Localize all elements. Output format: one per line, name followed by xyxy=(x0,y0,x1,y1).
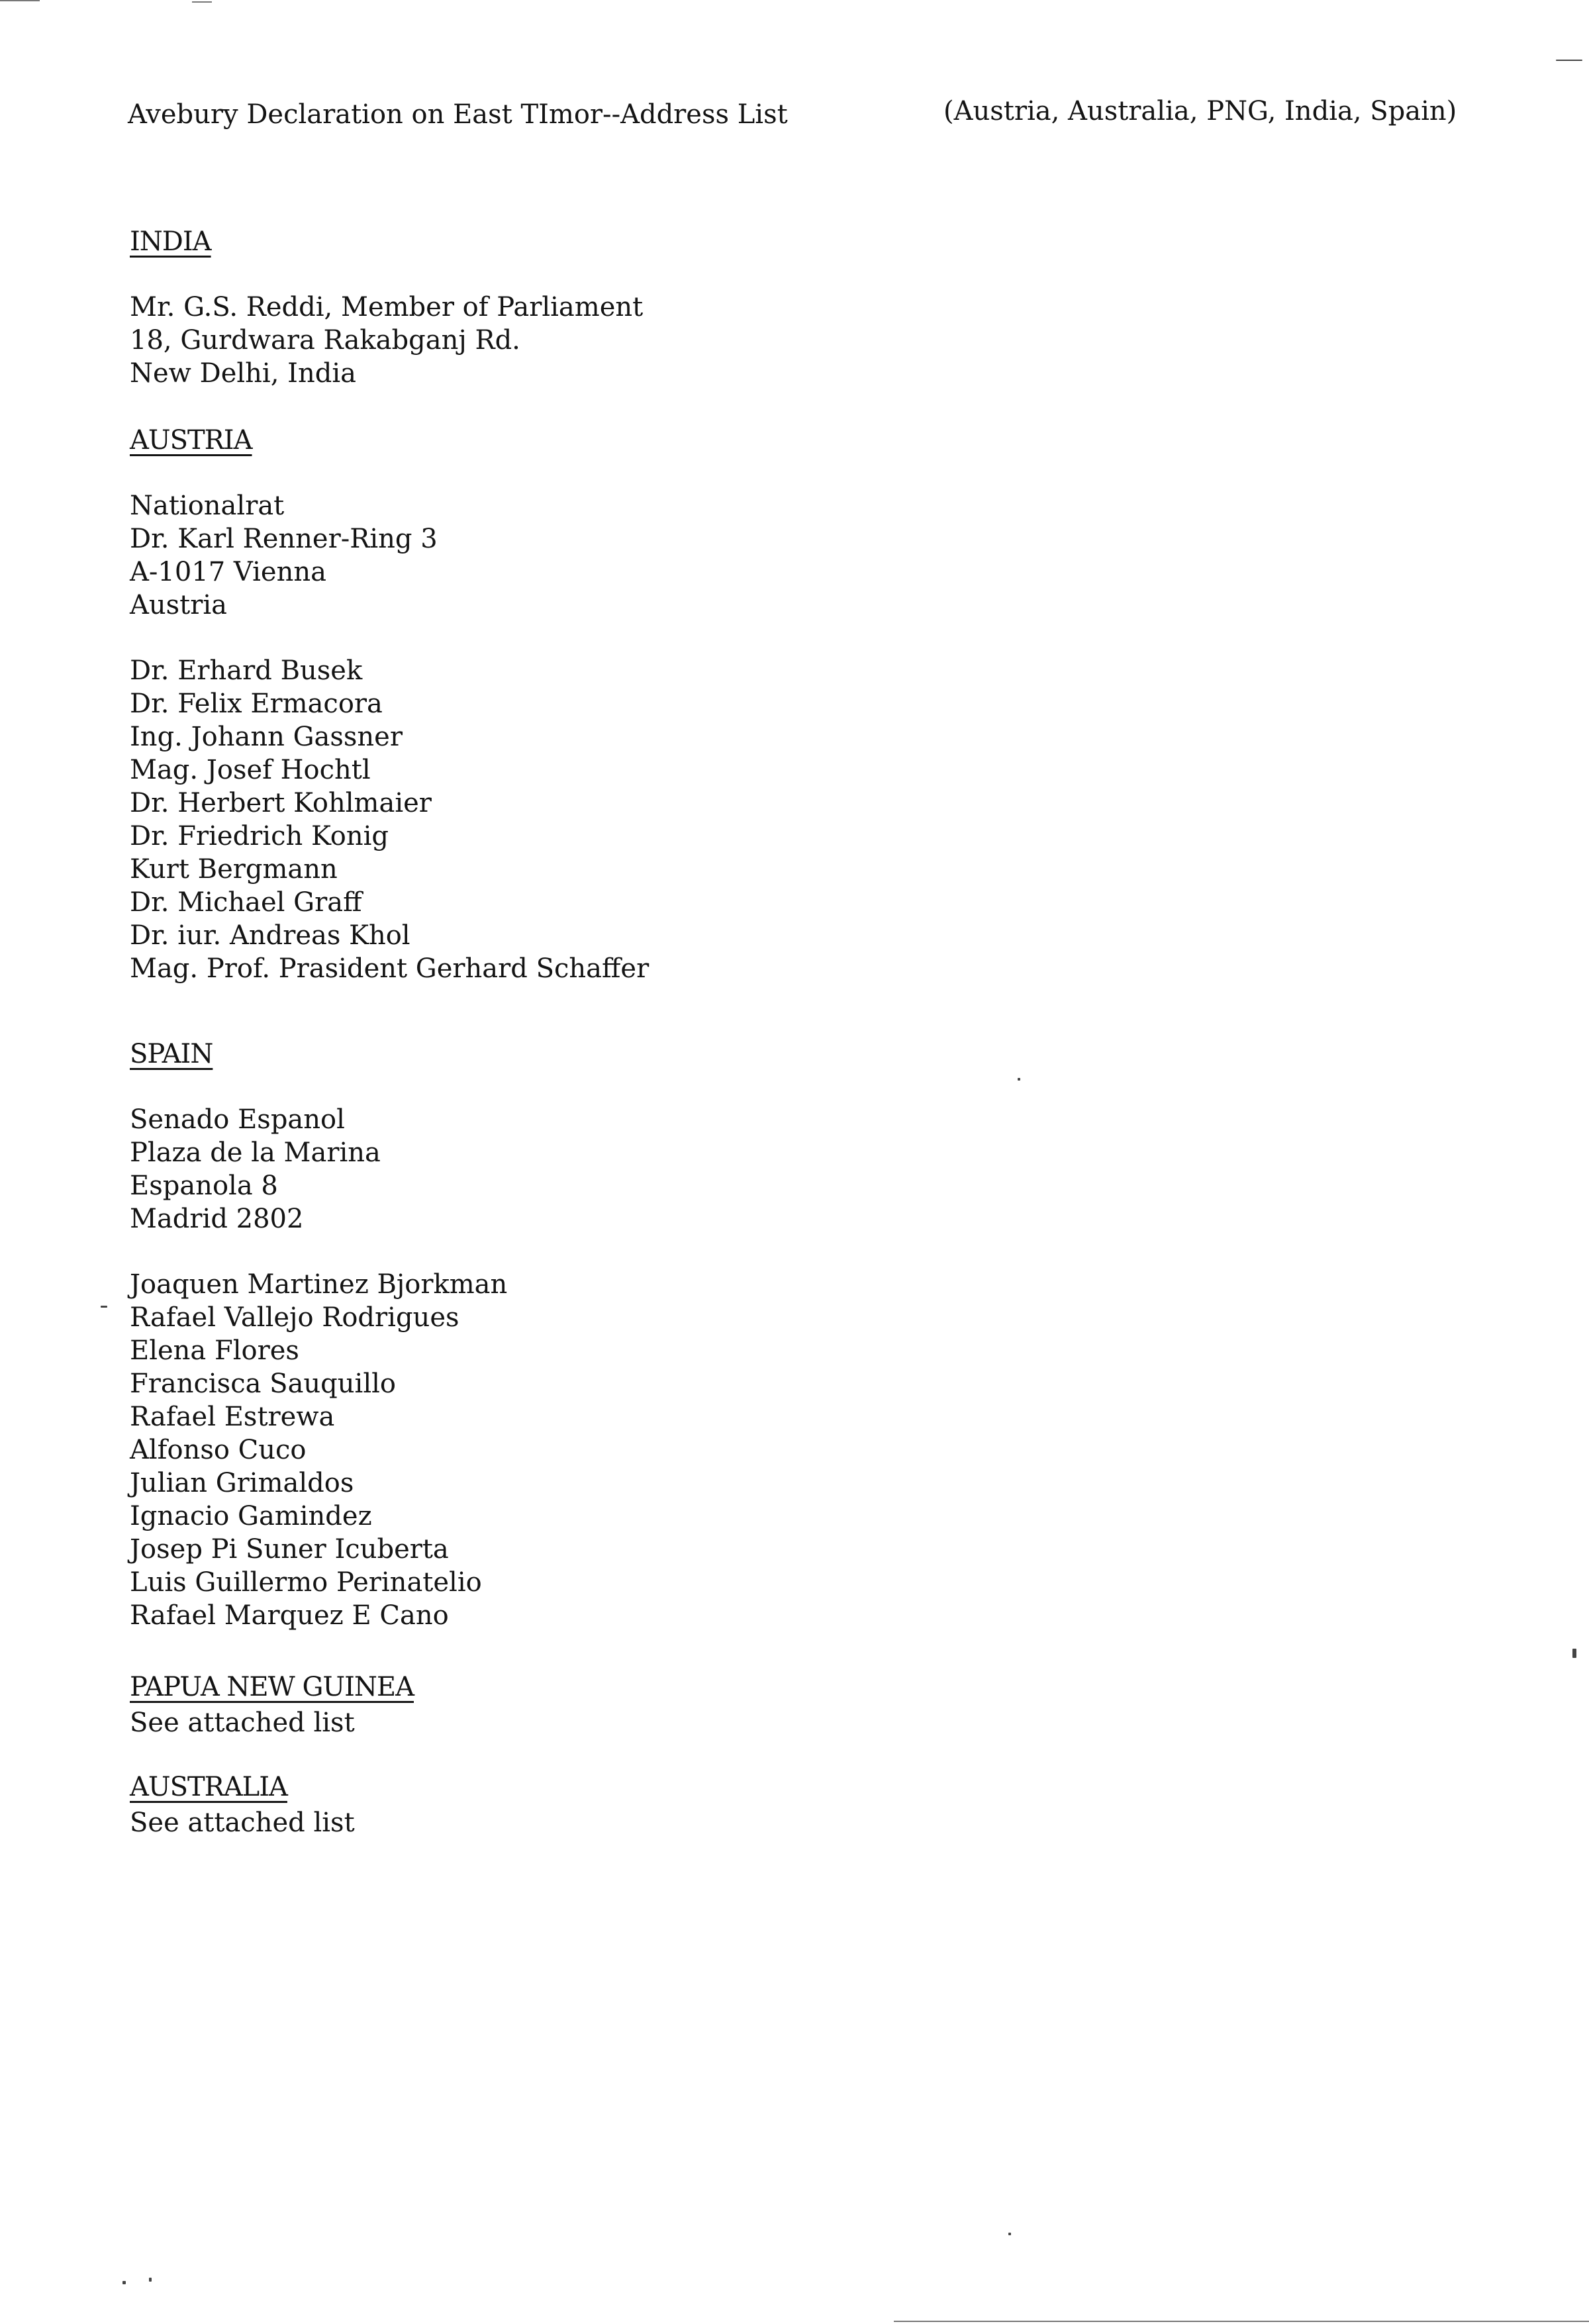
austria-names xyxy=(130,654,649,985)
austria-address xyxy=(130,489,649,622)
name-entry: Dr. Felix Ermacora xyxy=(130,689,383,719)
name-entry: Dr. iur. Andreas Khol xyxy=(130,920,410,951)
scan-speck xyxy=(1572,1649,1576,1658)
india-address xyxy=(130,291,643,390)
spain-address xyxy=(130,1103,507,1235)
name-entry: Dr. Friedrich Konig xyxy=(130,821,389,851)
name-entry: Mag. Prof. Prasident Gerhard Schaffer xyxy=(130,953,650,984)
name-entry: Rafael Vallejo Rodrigues xyxy=(130,1302,459,1333)
section-papua-new-guinea xyxy=(130,1670,414,1739)
address-line: New Delhi, India xyxy=(130,358,356,389)
address-line: Dr. Karl Renner-Ring 3 xyxy=(130,524,438,554)
name-entry: Francisca Sauquillo xyxy=(130,1369,397,1399)
name-entry: Dr. Michael Graff xyxy=(130,887,362,918)
section-heading-spain: SPAIN xyxy=(130,1039,213,1069)
section-spain xyxy=(130,1038,507,1632)
see-attached-note: See attached list xyxy=(130,1708,355,1738)
address-line: A-1017 Vienna xyxy=(130,557,326,587)
document-title: Avebury Declaration on East TImor--Address List xyxy=(128,99,788,130)
australia-note xyxy=(130,1806,355,1839)
address-line: Mr. G.S. Reddi, Member of Parliament xyxy=(130,292,644,322)
address-line: Nationalrat xyxy=(130,491,285,521)
address-line: Madrid 2802 xyxy=(130,1204,304,1234)
name-entry: Julian Grimaldos xyxy=(130,1468,354,1498)
address-line: Espanola 8 xyxy=(130,1171,278,1201)
scan-artifact-top-mid xyxy=(192,1,212,3)
scan-speck xyxy=(1556,60,1582,61)
name-entry: Elena Flores xyxy=(130,1335,299,1366)
name-entry: Dr. Herbert Kohlmaier xyxy=(130,788,432,818)
section-heading-india: INDIA xyxy=(130,226,211,257)
scan-speck xyxy=(101,1306,107,1308)
name-entry: Alfonso Cuco xyxy=(130,1435,307,1465)
scan-speck xyxy=(122,2281,126,2284)
see-attached-note: See attached list xyxy=(130,1808,355,1838)
section-austria xyxy=(130,424,649,985)
name-entry: Kurt Bergmann xyxy=(130,854,338,885)
section-heading-austria: AUSTRIA xyxy=(130,425,252,456)
address-line: Austria xyxy=(130,590,228,620)
name-entry: Josep Pi Suner Icuberta xyxy=(130,1534,449,1565)
address-line: Plaza de la Marina xyxy=(130,1138,381,1168)
document-countries-note: (Austria, Australia, PNG, India, Spain) xyxy=(943,96,1457,126)
name-entry: Joaquen Martinez Bjorkman xyxy=(130,1269,508,1300)
address-line: Senado Espanol xyxy=(130,1104,345,1135)
scan-speck xyxy=(149,2278,152,2282)
papua-new-guinea-note xyxy=(130,1706,414,1739)
scan-speck xyxy=(1018,1078,1020,1081)
scan-speck xyxy=(1008,2233,1011,2235)
name-entry: Dr. Erhard Busek xyxy=(130,655,363,686)
name-entry: Luis Guillermo Perinatelio xyxy=(130,1567,482,1598)
spain-names xyxy=(130,1268,507,1632)
name-entry: Rafael Marquez E Cano xyxy=(130,1600,449,1631)
name-entry: Rafael Estrewa xyxy=(130,1402,335,1432)
name-entry: Ignacio Gamindez xyxy=(130,1501,372,1531)
scan-artifact-top xyxy=(0,0,40,1)
scan-artifact-bottom xyxy=(894,2321,1589,2322)
section-australia xyxy=(130,1770,355,1839)
section-heading-papua-new-guinea: PAPUA NEW GUINEA xyxy=(130,1672,414,1702)
name-entry: Mag. Josef Hochtl xyxy=(130,755,371,785)
section-india xyxy=(130,225,643,390)
name-entry: Ing. Johann Gassner xyxy=(130,722,403,752)
address-line: 18, Gurdwara Rakabganj Rd. xyxy=(130,325,520,356)
section-heading-australia: AUSTRALIA xyxy=(130,1772,287,1802)
